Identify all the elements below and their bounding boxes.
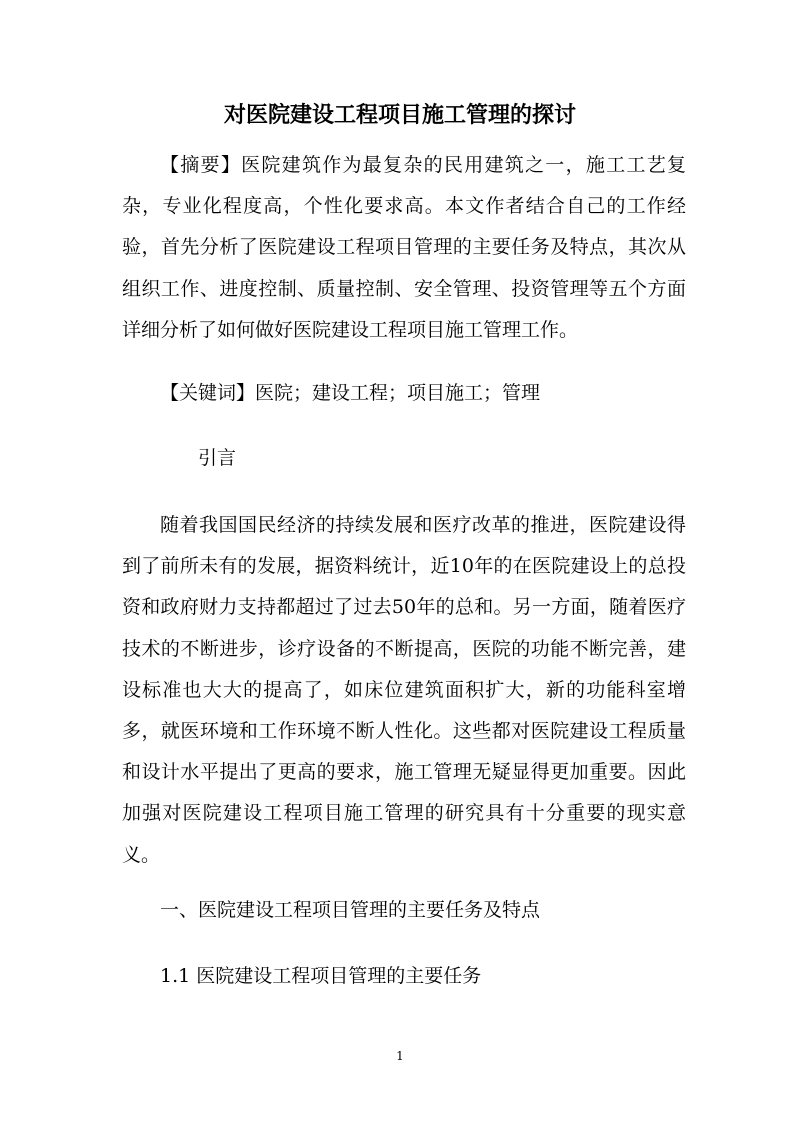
document-title: 对医院建设工程项目施工管理的探讨 — [223, 103, 576, 128]
abstract-paragraph: 【摘要】医院建筑作为最复杂的民用建筑之一，施工工艺复杂，专业化程度高，个性化要求高。本文作者结合自己的工作经验，首先分析了医院建设工程项目管理的主要任务及特点，其次从组织工作、进度控制、质量控制、安全管理、投资管理等五个方面详细分析了如何做好医院建设工程项目施工管理工作。 — [122, 154, 686, 341]
intro-paragraph: 随着我国国民经济的持续发展和医疗改革的推进，医院建设得到了前所未有的发展，据资料统计，近10年的在医院建设上的总投资和政府财力支持都超过了过去50年的总和。另一方面，随着医疗技术的不断进步，诊疗设备的不断提高，医院的功能不断完善，建设标准也大大的提高了，如床位建筑面积扩大，新的功能科室增多，就医环境和工作环境不断人性化。这些都对医院建设工程质量和设计水平提出了更高的要求，施工管理无疑显得更加重要。因此加强对医院建设工程项目施工管理的研究具有十分重要的现实意义。 — [122, 514, 686, 866]
section-1-heading: 一、医院建设工程项目管理的主要任务及特点 — [160, 899, 541, 921]
keywords-line: 【关键词】医院；建设工程；项目施工；管理 — [160, 382, 541, 404]
page-number: 1 — [396, 1049, 404, 1063]
intro-heading: 引言 — [198, 447, 237, 469]
section-1-1-heading: 1.1 医院建设工程项目管理的主要任务 — [160, 965, 482, 987]
